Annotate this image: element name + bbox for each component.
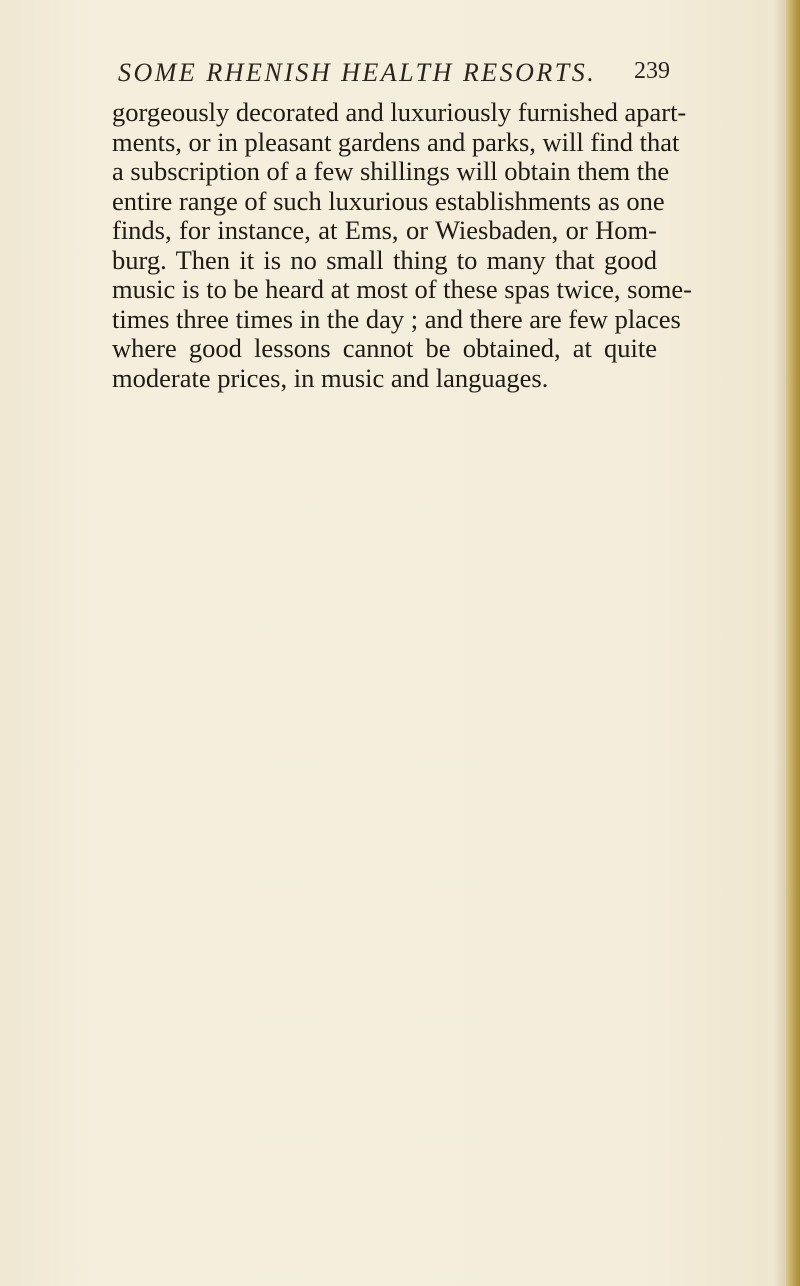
page-number: 239 bbox=[634, 58, 670, 84]
text-line: burg. Then it is no small thing to many that good bbox=[112, 244, 657, 275]
text-line: times three times in the day ; and there are few places bbox=[112, 303, 681, 334]
running-title: SOME RHENISH HEALTH RESORTS. bbox=[118, 58, 597, 87]
body-paragraph bbox=[112, 97, 692, 393]
text-line: entire range of such luxurious establishments as one bbox=[112, 185, 665, 216]
running-head bbox=[118, 58, 678, 98]
text-line: music is to be heard at most of these spas twice, some- bbox=[112, 274, 692, 304]
text-line: a subscription of a few shillings will obtain them the bbox=[112, 156, 670, 186]
text-line: where good lessons cannot be obtained, at quite bbox=[112, 333, 657, 363]
page-edge-shadow bbox=[774, 0, 786, 1286]
text-line: finds, for instance, at Ems, or Wiesbaden, or Hom- bbox=[112, 215, 657, 245]
text-line: gorgeously decorated and luxuriously furnished apart- bbox=[112, 97, 687, 127]
text-line: ments, or in pleasant gardens and parks, will find that bbox=[112, 126, 680, 157]
book-spine-edge bbox=[786, 0, 800, 1286]
text-line: moderate prices, in music and languages. bbox=[112, 362, 549, 393]
